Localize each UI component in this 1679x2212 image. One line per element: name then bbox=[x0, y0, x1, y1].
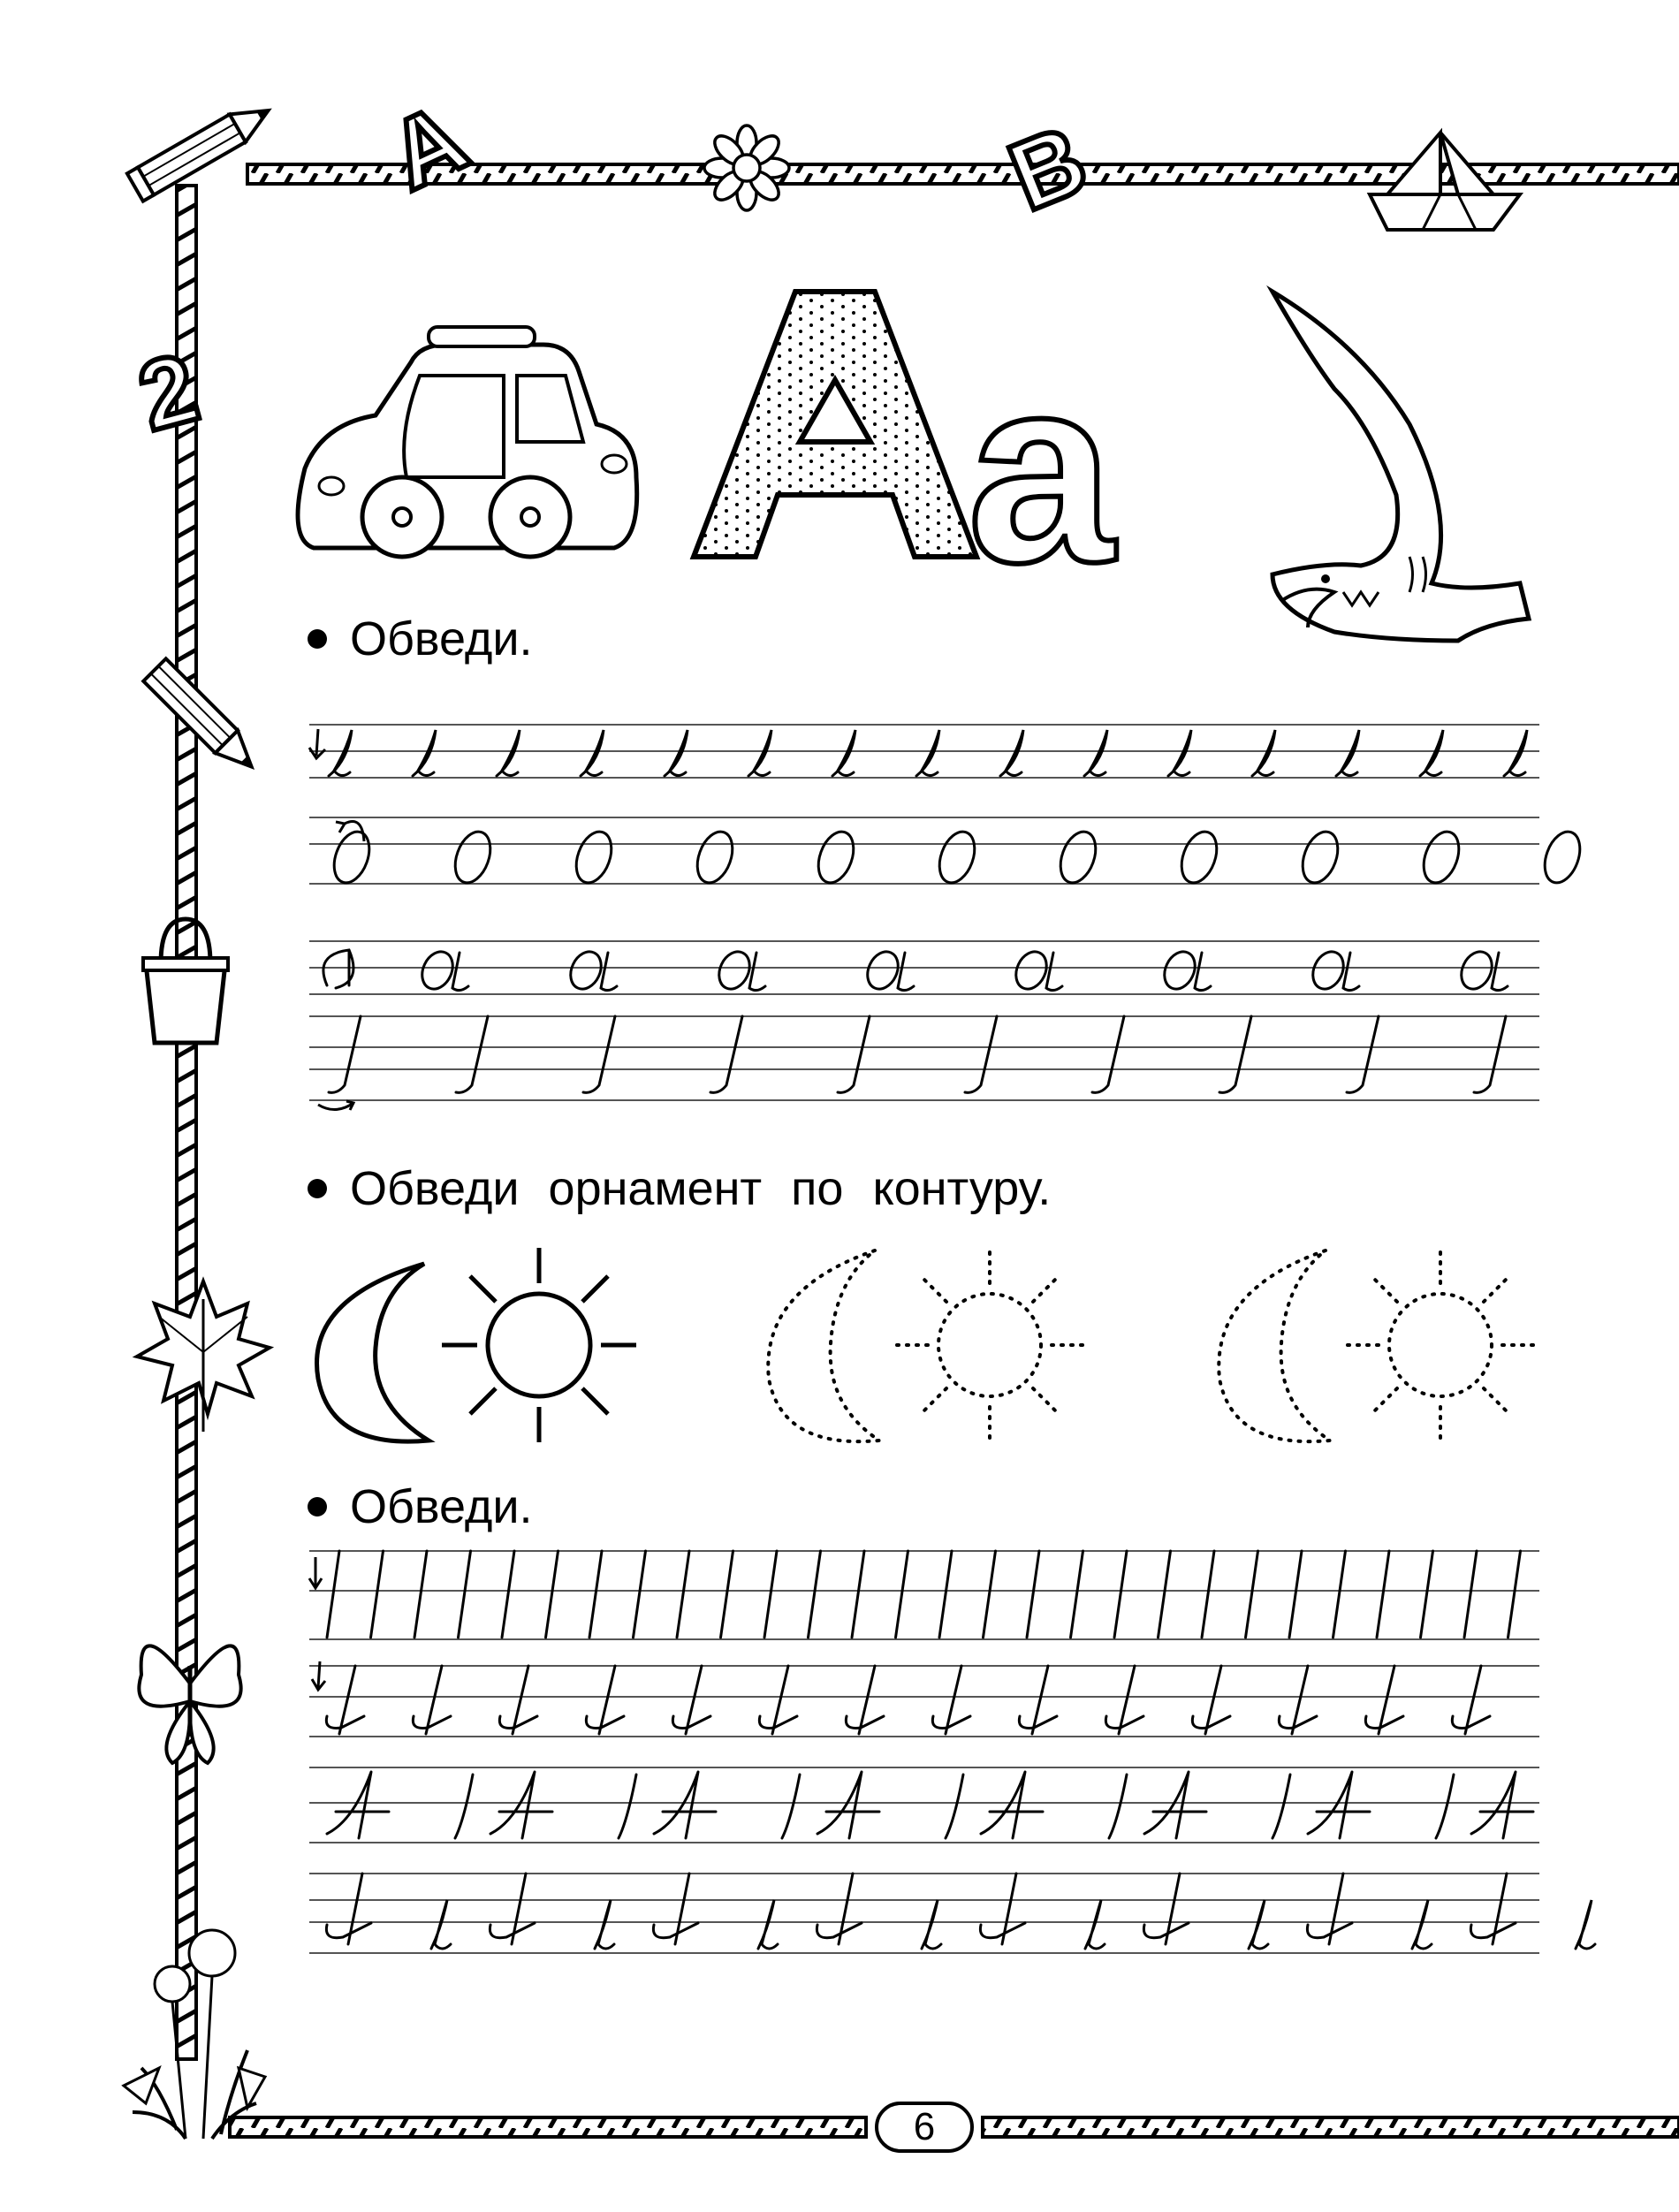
trace-stroke bbox=[502, 1551, 514, 1638]
instruction-text: Обведи. bbox=[350, 1480, 533, 1533]
trace-stroke bbox=[981, 1772, 1043, 1838]
trace-stroke bbox=[455, 1775, 473, 1838]
trace-stroke bbox=[546, 1551, 558, 1638]
page-number: 6 bbox=[875, 2102, 974, 2153]
trace-stroke bbox=[1202, 1551, 1214, 1638]
trace-stroke bbox=[326, 1666, 364, 1734]
trace-stroke bbox=[1412, 1900, 1432, 1949]
trace-stroke bbox=[619, 1775, 636, 1838]
trace-stroke bbox=[1246, 1551, 1258, 1638]
trace-stroke bbox=[980, 1874, 1025, 1944]
maple-leaf-icon bbox=[137, 1281, 270, 1432]
letter-a-block-icon bbox=[373, 82, 482, 210]
trace-stroke bbox=[327, 1772, 389, 1838]
trace-stroke bbox=[589, 1551, 602, 1638]
trace-stroke bbox=[586, 1666, 624, 1734]
instruction-text: Обведи орнамент по контуру. bbox=[350, 1162, 1052, 1215]
trace-stroke bbox=[328, 827, 376, 888]
trace-stroke bbox=[809, 1551, 821, 1638]
trace-stroke bbox=[1470, 1874, 1516, 1944]
trace-stroke bbox=[1417, 827, 1465, 888]
trace-stroke bbox=[1046, 953, 1062, 991]
trace-stroke bbox=[1307, 1874, 1352, 1944]
svg-text:2: 2 bbox=[127, 332, 209, 452]
trace-stroke bbox=[452, 953, 468, 991]
trace-stroke bbox=[916, 730, 939, 776]
trace-stroke bbox=[812, 827, 860, 888]
trace-stroke bbox=[1159, 1551, 1171, 1638]
trace-stroke bbox=[965, 1016, 997, 1092]
trace-stroke bbox=[570, 827, 618, 888]
trace-stroke bbox=[583, 1016, 615, 1092]
trace-stroke bbox=[459, 1551, 471, 1638]
trace-stroke bbox=[1192, 1666, 1230, 1734]
sun-icon bbox=[442, 1248, 636, 1442]
trace-stroke bbox=[414, 1551, 427, 1638]
trace-stroke bbox=[748, 730, 771, 776]
trace-stroke bbox=[1421, 1551, 1433, 1638]
trace-stroke bbox=[1508, 1551, 1521, 1638]
trace-stroke bbox=[1085, 1900, 1105, 1949]
trace-stroke bbox=[759, 1666, 797, 1734]
instruction-ornament bbox=[308, 1162, 1051, 1215]
letter-b-block-icon bbox=[995, 104, 1101, 232]
instruction-text: Обведи. bbox=[350, 612, 533, 665]
shark-icon bbox=[1273, 292, 1529, 641]
moon-dotted-1 bbox=[768, 1250, 879, 1441]
trace-stroke bbox=[1308, 1772, 1370, 1838]
trace-stroke bbox=[1000, 730, 1023, 776]
trace-stroke bbox=[932, 1666, 970, 1734]
trace-stroke bbox=[634, 1551, 646, 1638]
trace-stroke bbox=[653, 1874, 698, 1944]
trace-stroke bbox=[817, 1772, 879, 1838]
trace-stroke bbox=[1219, 1016, 1251, 1092]
sun-dotted-1 bbox=[893, 1248, 1087, 1442]
trace-stroke bbox=[490, 1772, 552, 1838]
trace-stroke bbox=[1492, 953, 1508, 991]
trace-stroke bbox=[1249, 1900, 1268, 1949]
trace-stroke bbox=[1071, 1551, 1083, 1638]
trace-stroke bbox=[1538, 827, 1586, 888]
trace-stroke bbox=[323, 950, 353, 988]
trace-stroke bbox=[595, 1900, 614, 1949]
trace-stroke bbox=[1143, 1874, 1189, 1944]
trace-stroke bbox=[1464, 1551, 1477, 1638]
trace-stroke bbox=[1109, 1775, 1127, 1838]
trace-stroke bbox=[898, 953, 914, 991]
trace-stroke bbox=[1336, 730, 1359, 776]
trace-stroke bbox=[1377, 1551, 1389, 1638]
trace-stroke bbox=[782, 1775, 800, 1838]
trace-stroke bbox=[1027, 1551, 1039, 1638]
trace-stroke bbox=[1114, 1551, 1127, 1638]
trace-stroke bbox=[721, 1551, 733, 1638]
trace-stroke bbox=[326, 1874, 371, 1944]
trace-stroke bbox=[1420, 730, 1443, 776]
trace-stroke bbox=[691, 827, 739, 888]
arrow-icon bbox=[318, 1101, 353, 1110]
trace-stroke bbox=[490, 1874, 535, 1944]
trace-stroke bbox=[1084, 730, 1107, 776]
trace-stroke bbox=[749, 953, 765, 991]
trace-stroke bbox=[852, 1551, 864, 1638]
hero-upper-a bbox=[694, 292, 976, 557]
trace-stroke bbox=[922, 1900, 941, 1949]
instruction-trace-2 bbox=[308, 1480, 533, 1533]
sun-dotted-2 bbox=[1343, 1248, 1538, 1442]
trace-stroke bbox=[1333, 1551, 1346, 1638]
bullet bbox=[308, 629, 327, 649]
trace-stroke bbox=[413, 730, 436, 776]
tracing-grid-1 bbox=[309, 725, 1586, 1110]
tracing-grid-2 bbox=[309, 1551, 1595, 1953]
trace-stroke bbox=[1105, 1666, 1143, 1734]
svg-text:B: B bbox=[995, 104, 1101, 232]
trace-stroke bbox=[1144, 1772, 1206, 1838]
trace-stroke bbox=[1296, 827, 1344, 888]
svg-text:A: A bbox=[373, 82, 483, 211]
trace-stroke bbox=[832, 730, 855, 776]
trace-stroke bbox=[327, 1551, 339, 1638]
trace-stroke bbox=[1576, 1900, 1595, 1949]
trace-stroke bbox=[1273, 1775, 1290, 1838]
trace-stroke bbox=[672, 1666, 710, 1734]
trace-stroke bbox=[1168, 730, 1191, 776]
trace-stroke bbox=[497, 730, 520, 776]
trace-stroke bbox=[371, 1551, 384, 1638]
pencil-side-icon bbox=[143, 658, 262, 778]
left-rail bbox=[177, 186, 196, 2059]
trace-stroke bbox=[1054, 827, 1102, 888]
trace-stroke bbox=[665, 730, 688, 776]
flower-icon bbox=[704, 125, 789, 210]
trace-stroke bbox=[329, 1016, 361, 1092]
trace-stroke bbox=[654, 1772, 716, 1838]
trace-stroke bbox=[581, 730, 604, 776]
arrow-icon bbox=[309, 729, 325, 758]
trace-stroke bbox=[1504, 730, 1527, 776]
trace-stroke bbox=[933, 827, 981, 888]
trace-stroke bbox=[764, 1551, 777, 1638]
trace-stroke bbox=[601, 953, 617, 991]
trace-stroke bbox=[499, 1666, 537, 1734]
car-icon bbox=[298, 327, 637, 557]
bullet bbox=[308, 1179, 327, 1198]
trace-stroke bbox=[939, 1551, 952, 1638]
trace-stroke bbox=[896, 1551, 908, 1638]
trace-stroke bbox=[1019, 1666, 1057, 1734]
moon-icon bbox=[317, 1264, 429, 1441]
trace-stroke bbox=[1195, 953, 1211, 991]
trace-stroke bbox=[1279, 1666, 1317, 1734]
trace-stroke bbox=[1471, 1772, 1533, 1838]
trace-stroke bbox=[1474, 1016, 1506, 1092]
svg-text:a: a bbox=[967, 321, 1115, 618]
trace-stroke bbox=[758, 1900, 778, 1949]
trace-stroke bbox=[1289, 1551, 1302, 1638]
trace-stroke bbox=[1436, 1775, 1454, 1838]
trace-stroke bbox=[710, 1016, 742, 1092]
trace-stroke bbox=[449, 827, 497, 888]
instruction-trace-1 bbox=[308, 612, 533, 665]
trace-stroke bbox=[431, 1900, 451, 1949]
trace-stroke bbox=[1347, 1016, 1379, 1092]
trace-stroke bbox=[677, 1551, 689, 1638]
trace-stroke bbox=[1175, 827, 1223, 888]
trace-stroke bbox=[1343, 953, 1359, 991]
moon-dotted-2 bbox=[1219, 1250, 1330, 1441]
trace-stroke bbox=[1452, 1666, 1490, 1734]
arrow-icon bbox=[309, 1557, 322, 1588]
trace-stroke bbox=[946, 1775, 963, 1838]
trace-stroke bbox=[846, 1666, 884, 1734]
trace-stroke bbox=[984, 1551, 996, 1638]
trace-stroke bbox=[1365, 1666, 1403, 1734]
bullet bbox=[308, 1497, 327, 1516]
hero-lower-a bbox=[968, 321, 1117, 618]
trace-stroke bbox=[456, 1016, 488, 1092]
trace-stroke bbox=[1092, 1016, 1124, 1092]
trace-stroke bbox=[838, 1016, 870, 1092]
trace-stroke bbox=[817, 1874, 862, 1944]
trace-stroke bbox=[413, 1666, 451, 1734]
trace-stroke bbox=[1252, 730, 1275, 776]
trace-stroke bbox=[329, 730, 352, 776]
